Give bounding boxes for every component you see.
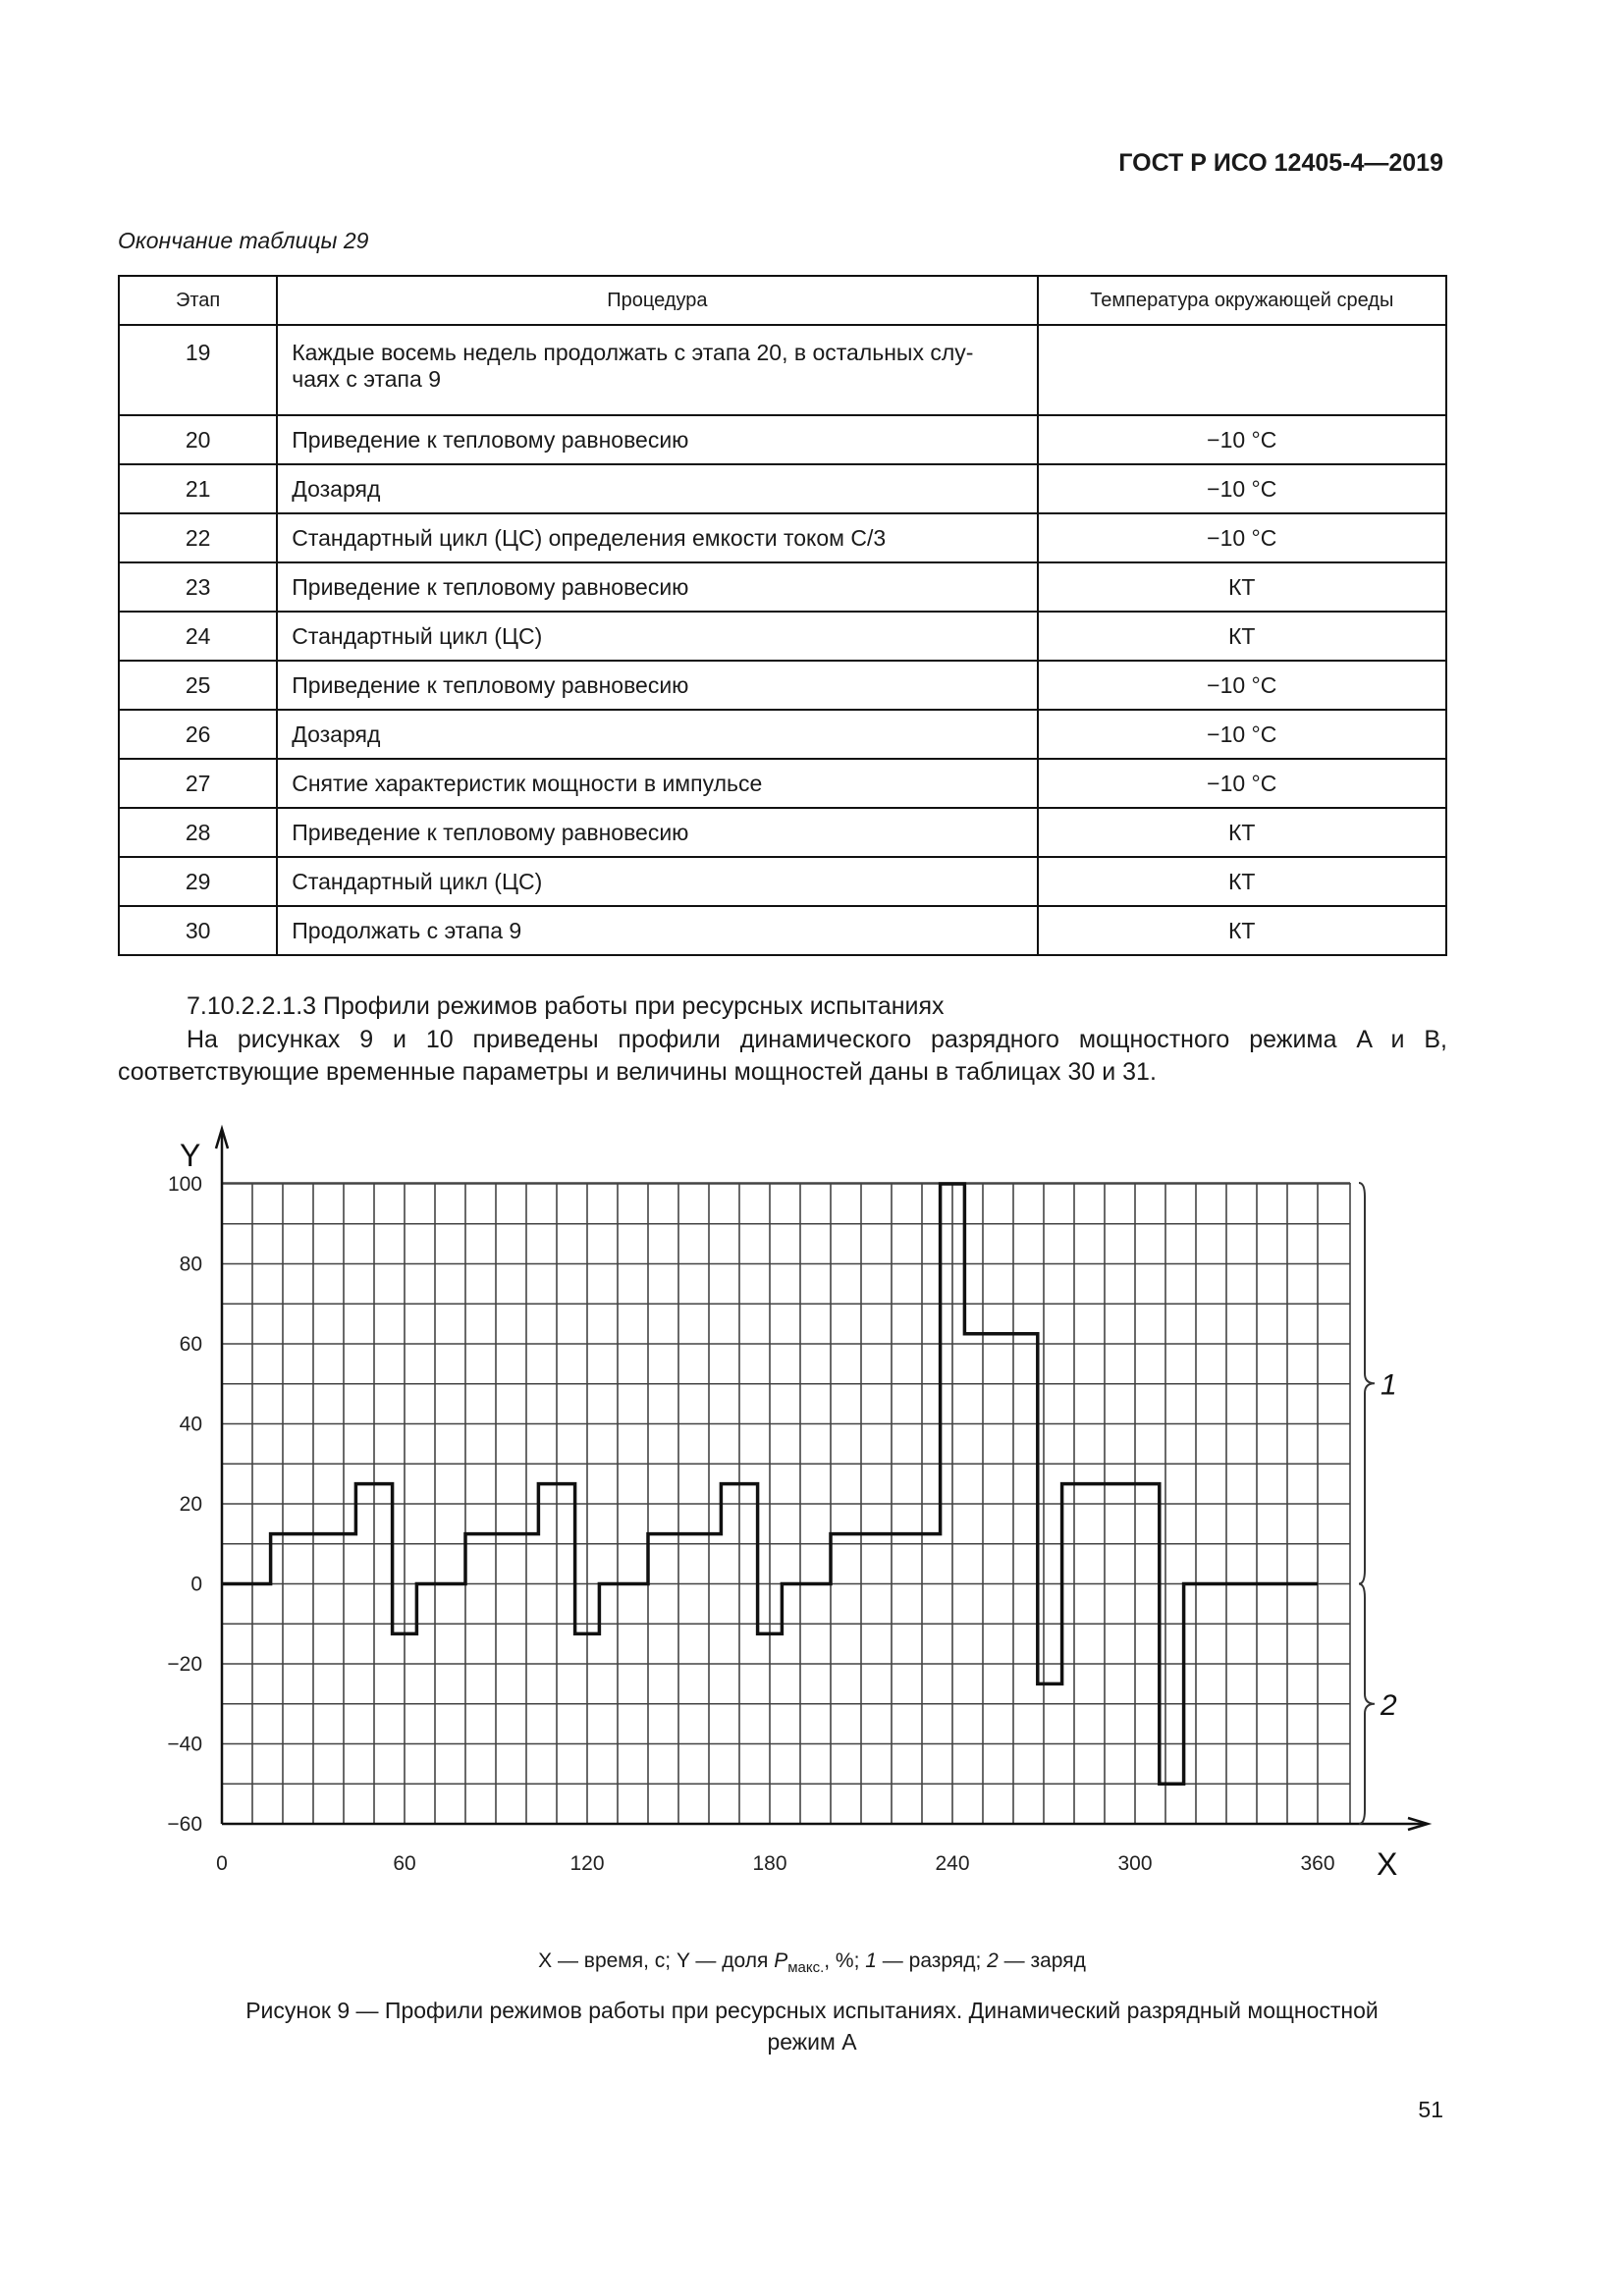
cell-step: 29: [119, 857, 277, 906]
cell-procedure: Дозаряд: [277, 464, 1037, 513]
cell-step: 24: [119, 612, 277, 661]
cell-temperature: −10 °C: [1038, 415, 1446, 464]
cell-temperature: КТ: [1038, 808, 1446, 857]
cell-temperature: −10 °C: [1038, 661, 1446, 710]
chart-axes: [180, 1129, 1428, 1882]
x-tick-label: 120: [569, 1852, 605, 1875]
legend-charge: — заряд: [998, 1949, 1086, 1972]
cell-step: 22: [119, 513, 277, 562]
cell-procedure: Продолжать с этапа 9: [277, 906, 1037, 955]
cell-temperature: КТ: [1038, 906, 1446, 955]
y-tick-label: 60: [179, 1333, 202, 1356]
cell-procedure: Стандартный цикл (ЦС) определения емкости током C/3: [277, 513, 1037, 562]
cell-step: 28: [119, 808, 277, 857]
bracket-label-2: 2: [1380, 1688, 1397, 1722]
cell-step: 25: [119, 661, 277, 710]
y-tick-label: 40: [179, 1413, 202, 1436]
page-number: 51: [1418, 2097, 1443, 2122]
figure-title-line-1: Рисунок 9 — Профили режимов работы при ресурсных испытаниях. Динамический разрядный мощностной: [245, 1998, 1379, 2023]
x-tick-label: 300: [1117, 1852, 1153, 1875]
legend-percent: , %;: [824, 1949, 866, 1972]
cell-step: 23: [119, 562, 277, 612]
y-tick-label: 0: [190, 1573, 202, 1596]
table-caption: Окончание таблицы 29: [118, 228, 369, 253]
cell-procedure: Приведение к тепловому равновесию: [277, 661, 1037, 710]
cell-procedure: Приведение к тепловому равновесию: [277, 562, 1037, 612]
cell-temperature: −10 °C: [1038, 464, 1446, 513]
section-paragraph: На рисунках 9 и 10 приведены профили динамического разрядного мощностного режима A и B, соответствующие временные параметры и величины мощностей даны в таблицах 30 и 31.: [118, 1026, 1447, 1086]
column-header-temperature: Температура окружающей среды: [1038, 276, 1446, 325]
x-tick-label: 240: [935, 1852, 970, 1875]
cell-temperature: −10 °C: [1038, 759, 1446, 808]
legend-p-symbol: P: [774, 1949, 788, 1972]
cell-step: 19: [119, 325, 277, 415]
chart-brackets: [1359, 1183, 1397, 1824]
cell-step: 27: [119, 759, 277, 808]
y-tick-label: 20: [179, 1493, 202, 1516]
x-tick-label: 0: [216, 1852, 228, 1875]
legend-p-subscript: макс.: [787, 1959, 825, 1976]
x-axis-label: X: [1377, 1846, 1398, 1882]
figure-title-line-2: режим A: [767, 2029, 857, 2055]
y-tick-label: 100: [167, 1173, 202, 1196]
y-tick-label: −40: [167, 1733, 202, 1756]
cell-step: 30: [119, 906, 277, 955]
y-axis-label: Y: [180, 1138, 201, 1173]
cell-temperature: −10 °C: [1038, 513, 1446, 562]
document-id: ГОСТ Р ИСО 12405-4—2019: [1118, 149, 1443, 177]
figure-title: [147, 1995, 1477, 2057]
bracket-charge: [1359, 1584, 1375, 1825]
cell-procedure: Каждые восемь недель продолжать с этапа 20, в остальных слу- чаях с этапа 9: [277, 325, 1037, 415]
cell-step: 21: [119, 464, 277, 513]
cell-temperature: КТ: [1038, 612, 1446, 661]
section-heading: 7.10.2.2.1.3 Профили режимов работы при ресурсных испытаниях: [187, 992, 945, 1020]
y-tick-label: −60: [167, 1813, 202, 1836]
cell-procedure: Приведение к тепловому равновесию: [277, 808, 1037, 857]
legend-axes-part: X — время, с; Y — доля: [538, 1949, 775, 1972]
x-tick-label: 360: [1300, 1852, 1335, 1875]
legend-number-1: 1: [865, 1949, 877, 1972]
cell-procedure: Стандартный цикл (ЦС): [277, 857, 1037, 906]
cell-temperature: −10 °C: [1038, 710, 1446, 759]
y-tick-label: 80: [179, 1253, 202, 1276]
x-tick-label: 180: [752, 1852, 787, 1875]
cell-temperature: КТ: [1038, 562, 1446, 612]
bracket-label-1: 1: [1380, 1368, 1397, 1402]
bracket-discharge: [1359, 1183, 1375, 1584]
cell-step: 20: [119, 415, 277, 464]
column-header-procedure: Процедура: [277, 276, 1037, 325]
cell-temperature: КТ: [1038, 857, 1446, 906]
column-header-step: Этап: [119, 276, 277, 325]
legend-discharge: — разряд;: [876, 1949, 988, 1972]
y-tick-label: −20: [167, 1653, 202, 1676]
cell-procedure: Снятие характеристик мощности в импульсе: [277, 759, 1037, 808]
cell-procedure: Приведение к тепловому равновесию: [277, 415, 1037, 464]
x-tick-label: 60: [393, 1852, 416, 1875]
cell-procedure: Стандартный цикл (ЦС): [277, 612, 1037, 661]
cell-step: 26: [119, 710, 277, 759]
cell-procedure: Дозаряд: [277, 710, 1037, 759]
legend-number-2: 2: [987, 1949, 999, 1972]
figure-legend: [0, 1949, 1624, 1976]
